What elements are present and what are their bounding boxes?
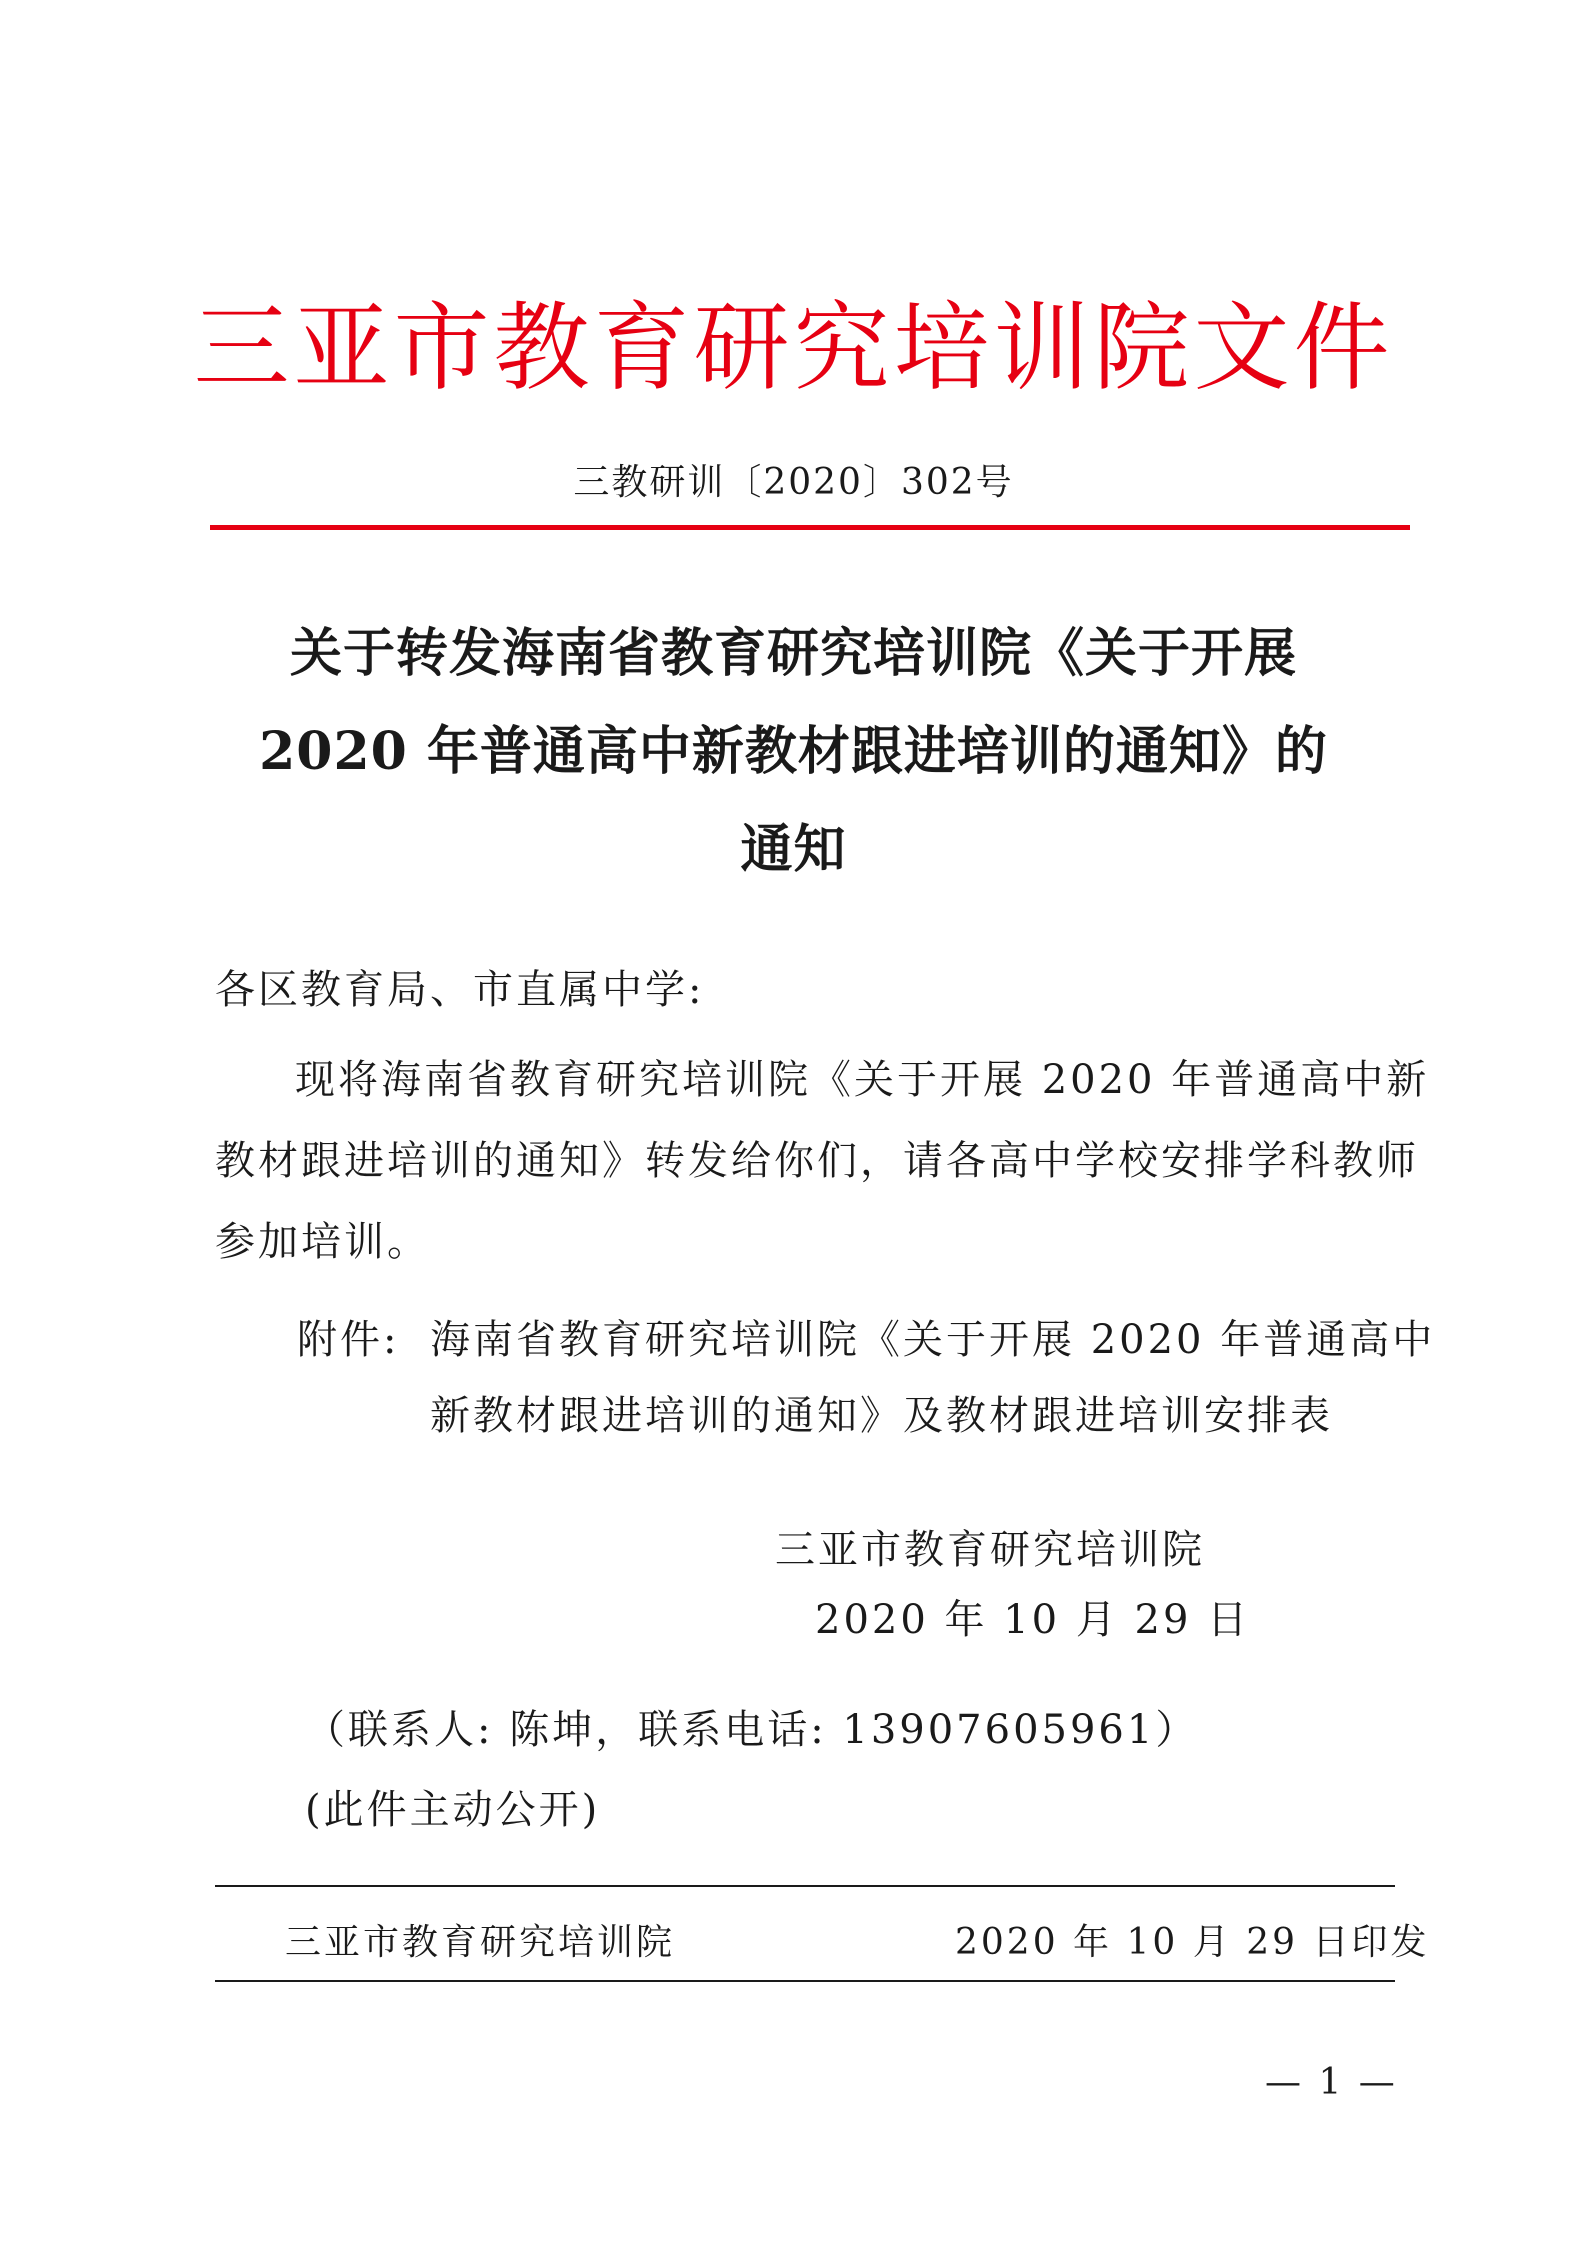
notice-title-line-2: 2020 年普通高中新教材跟进培训的通知》的: [259, 721, 1328, 782]
notice-title: [200, 605, 1387, 899]
footer-issue-date: 2020 年 10 月 29 日印发: [955, 1922, 1430, 1963]
red-divider: [210, 525, 1410, 530]
attachment-line-2: 新教材跟进培训的通知》及教材跟进培训安排表: [430, 1393, 1333, 1439]
body-paragraph: [215, 1040, 1430, 1283]
footer-issuer: 三亚市教育研究培训院: [285, 1922, 676, 1963]
contact-info: （联系人: 陈坤，联系电话: 13907605961）: [305, 1707, 1199, 1753]
org-document-title: 三亚市教育研究培训院文件: [193, 292, 1394, 404]
footer-bottom-rule: [215, 1980, 1395, 1982]
attachment-text: [430, 1302, 1436, 1454]
salutation: 各区教育局、市直属中学:: [215, 967, 705, 1013]
signature-org: 三亚市教育研究培训院: [775, 1527, 1205, 1573]
footer-top-rule: [215, 1885, 1395, 1887]
body-line-1: 现将海南省教育研究培训院《关于开展 2020 年普通高中新: [295, 1057, 1430, 1103]
disclosure-note: (此件主动公开): [305, 1787, 601, 1833]
body-line-3: 参加培训。: [215, 1219, 430, 1265]
signature-date: 2020 年 10 月 29 日: [815, 1597, 1251, 1643]
attachment-label: 附件:: [297, 1317, 400, 1363]
notice-title-line-3: 通知: [740, 819, 847, 880]
document-number: 三教研训〔2020〕302号: [573, 462, 1014, 503]
body-line-2: 教材跟进培训的通知》转发给你们，请各高中学校安排学科教师: [215, 1138, 1419, 1184]
page-number: — 1 —: [1265, 2062, 1398, 2103]
notice-title-line-1: 关于转发海南省教育研究培训院《关于开展: [289, 623, 1297, 684]
attachment-line-1: 海南省教育研究培训院《关于开展 2020 年普通高中: [430, 1317, 1436, 1363]
